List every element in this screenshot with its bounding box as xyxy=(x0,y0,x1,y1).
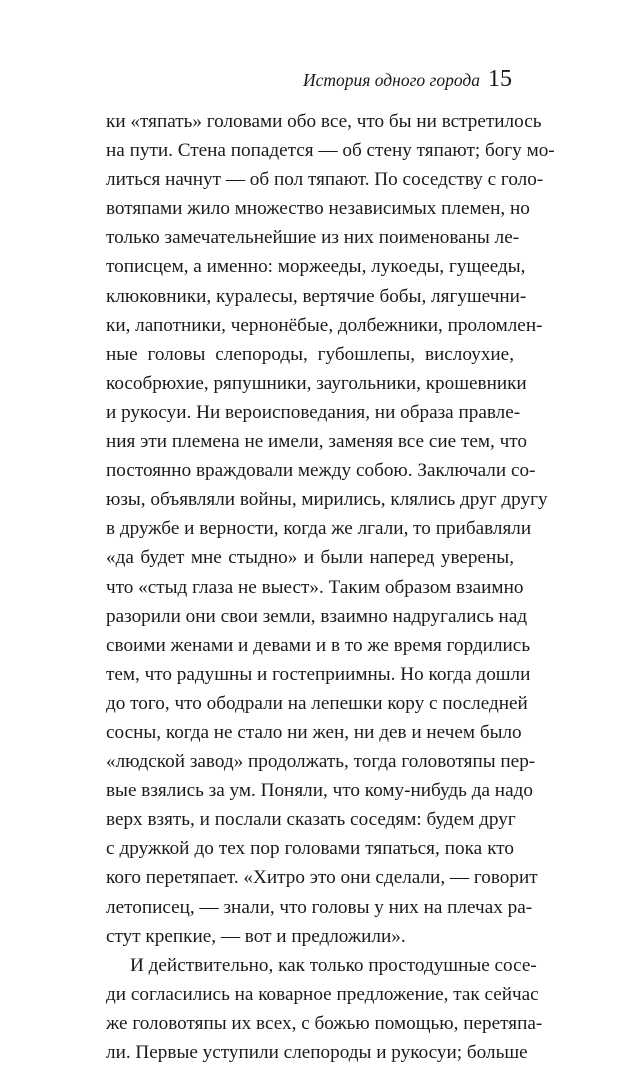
paragraph-1 xyxy=(106,107,555,951)
text-line: вые взялись за ум. Поняли, что кому-нибудь да надо xyxy=(106,780,533,802)
text-line: до того, что ободрали на лепешки кору с последней xyxy=(106,692,528,714)
text-line: тописцем, а именно: моржееды, лукоеды, гущееды, xyxy=(106,256,526,278)
running-header xyxy=(303,66,512,93)
text-line: кого перетяпает. «Хитро это они сделали, — говорит xyxy=(106,867,538,889)
text-line: кособрюхие, ряпушники, заугольники, крошевники xyxy=(106,372,527,394)
text-line: ки, лапотники, чернонёбые, долбежники, проломлен- xyxy=(106,314,543,336)
text-line: ди согласились на коварное предложение, так сейчас xyxy=(106,983,539,1005)
text-line: постоянно враждовали между собою. Заключали со- xyxy=(106,460,536,482)
text-line: ли. Первые уступили слепороды и рукосуи; больше xyxy=(106,1042,528,1063)
text-line: стут крепкие, — вот и предложили». xyxy=(106,925,406,947)
text-line: что «стыд глаза не выест». Таким образом взаимно xyxy=(106,576,524,598)
text-line: только замечательнейшие из них поименованы ле- xyxy=(106,227,520,249)
text-line: литься начнут — об пол тяпают. По соседству с голо- xyxy=(106,169,544,191)
text-line: с дружкой до тех пор головами тяпаться, пока кто xyxy=(106,838,514,860)
text-line: тем, что радушны и гостеприимны. Но когда дошли xyxy=(106,663,531,685)
text-line: летописец, — знали, что головы у них на плечах ра- xyxy=(106,896,533,918)
text-line: «людской завод» продолжать, тогда головотяпы пер- xyxy=(106,751,536,773)
text-line: И действительно, как только простодушные сосе- xyxy=(130,954,537,976)
text-line: же головотяпы их всех, с божью помощью, перетяпа- xyxy=(106,1012,543,1034)
text-line: вотяпами жило множество независимых племен, но xyxy=(106,198,530,220)
text-line: юзы, объявляли войны, мирились, клялись друг другу xyxy=(106,489,548,511)
text-line: ния эти племена не имели, заменяя все сие тем, что xyxy=(106,431,527,453)
text-line: и рукосуи. Ни вероисповедания, ни образа правле- xyxy=(106,401,521,423)
text-line: в дружбе и верности, когда же лгали, то прибавляли xyxy=(106,518,532,540)
text-line: ки «тяпать» головами обо все, что бы ни встретилось xyxy=(106,111,542,132)
page-number: 15 xyxy=(488,66,512,92)
text-line: разорили они свои земли, взаимно надругались над xyxy=(106,605,528,627)
text-line: на пути. Стена попадется — об стену тяпают; богу мо- xyxy=(106,140,555,162)
text-line: «да будет мне стыдно» и были наперед уверены, xyxy=(106,547,514,569)
text-line: ные головы слепороды, губошлепы, вислоухие, xyxy=(106,343,514,365)
text-line: своими женами и девами и в то же время гордились xyxy=(106,634,531,656)
text-body xyxy=(106,107,555,1067)
text-line: верх взять, и послали сказать соседям: будем друг xyxy=(106,809,516,831)
paragraph-2 xyxy=(106,951,543,1067)
running-title: История одного города xyxy=(302,70,480,90)
text-line: клюковники, куралесы, вертячие бобы, лягушечни- xyxy=(106,285,527,307)
text-line: сосны, когда не стало ни жен, ни дев и нечем было xyxy=(106,721,522,743)
